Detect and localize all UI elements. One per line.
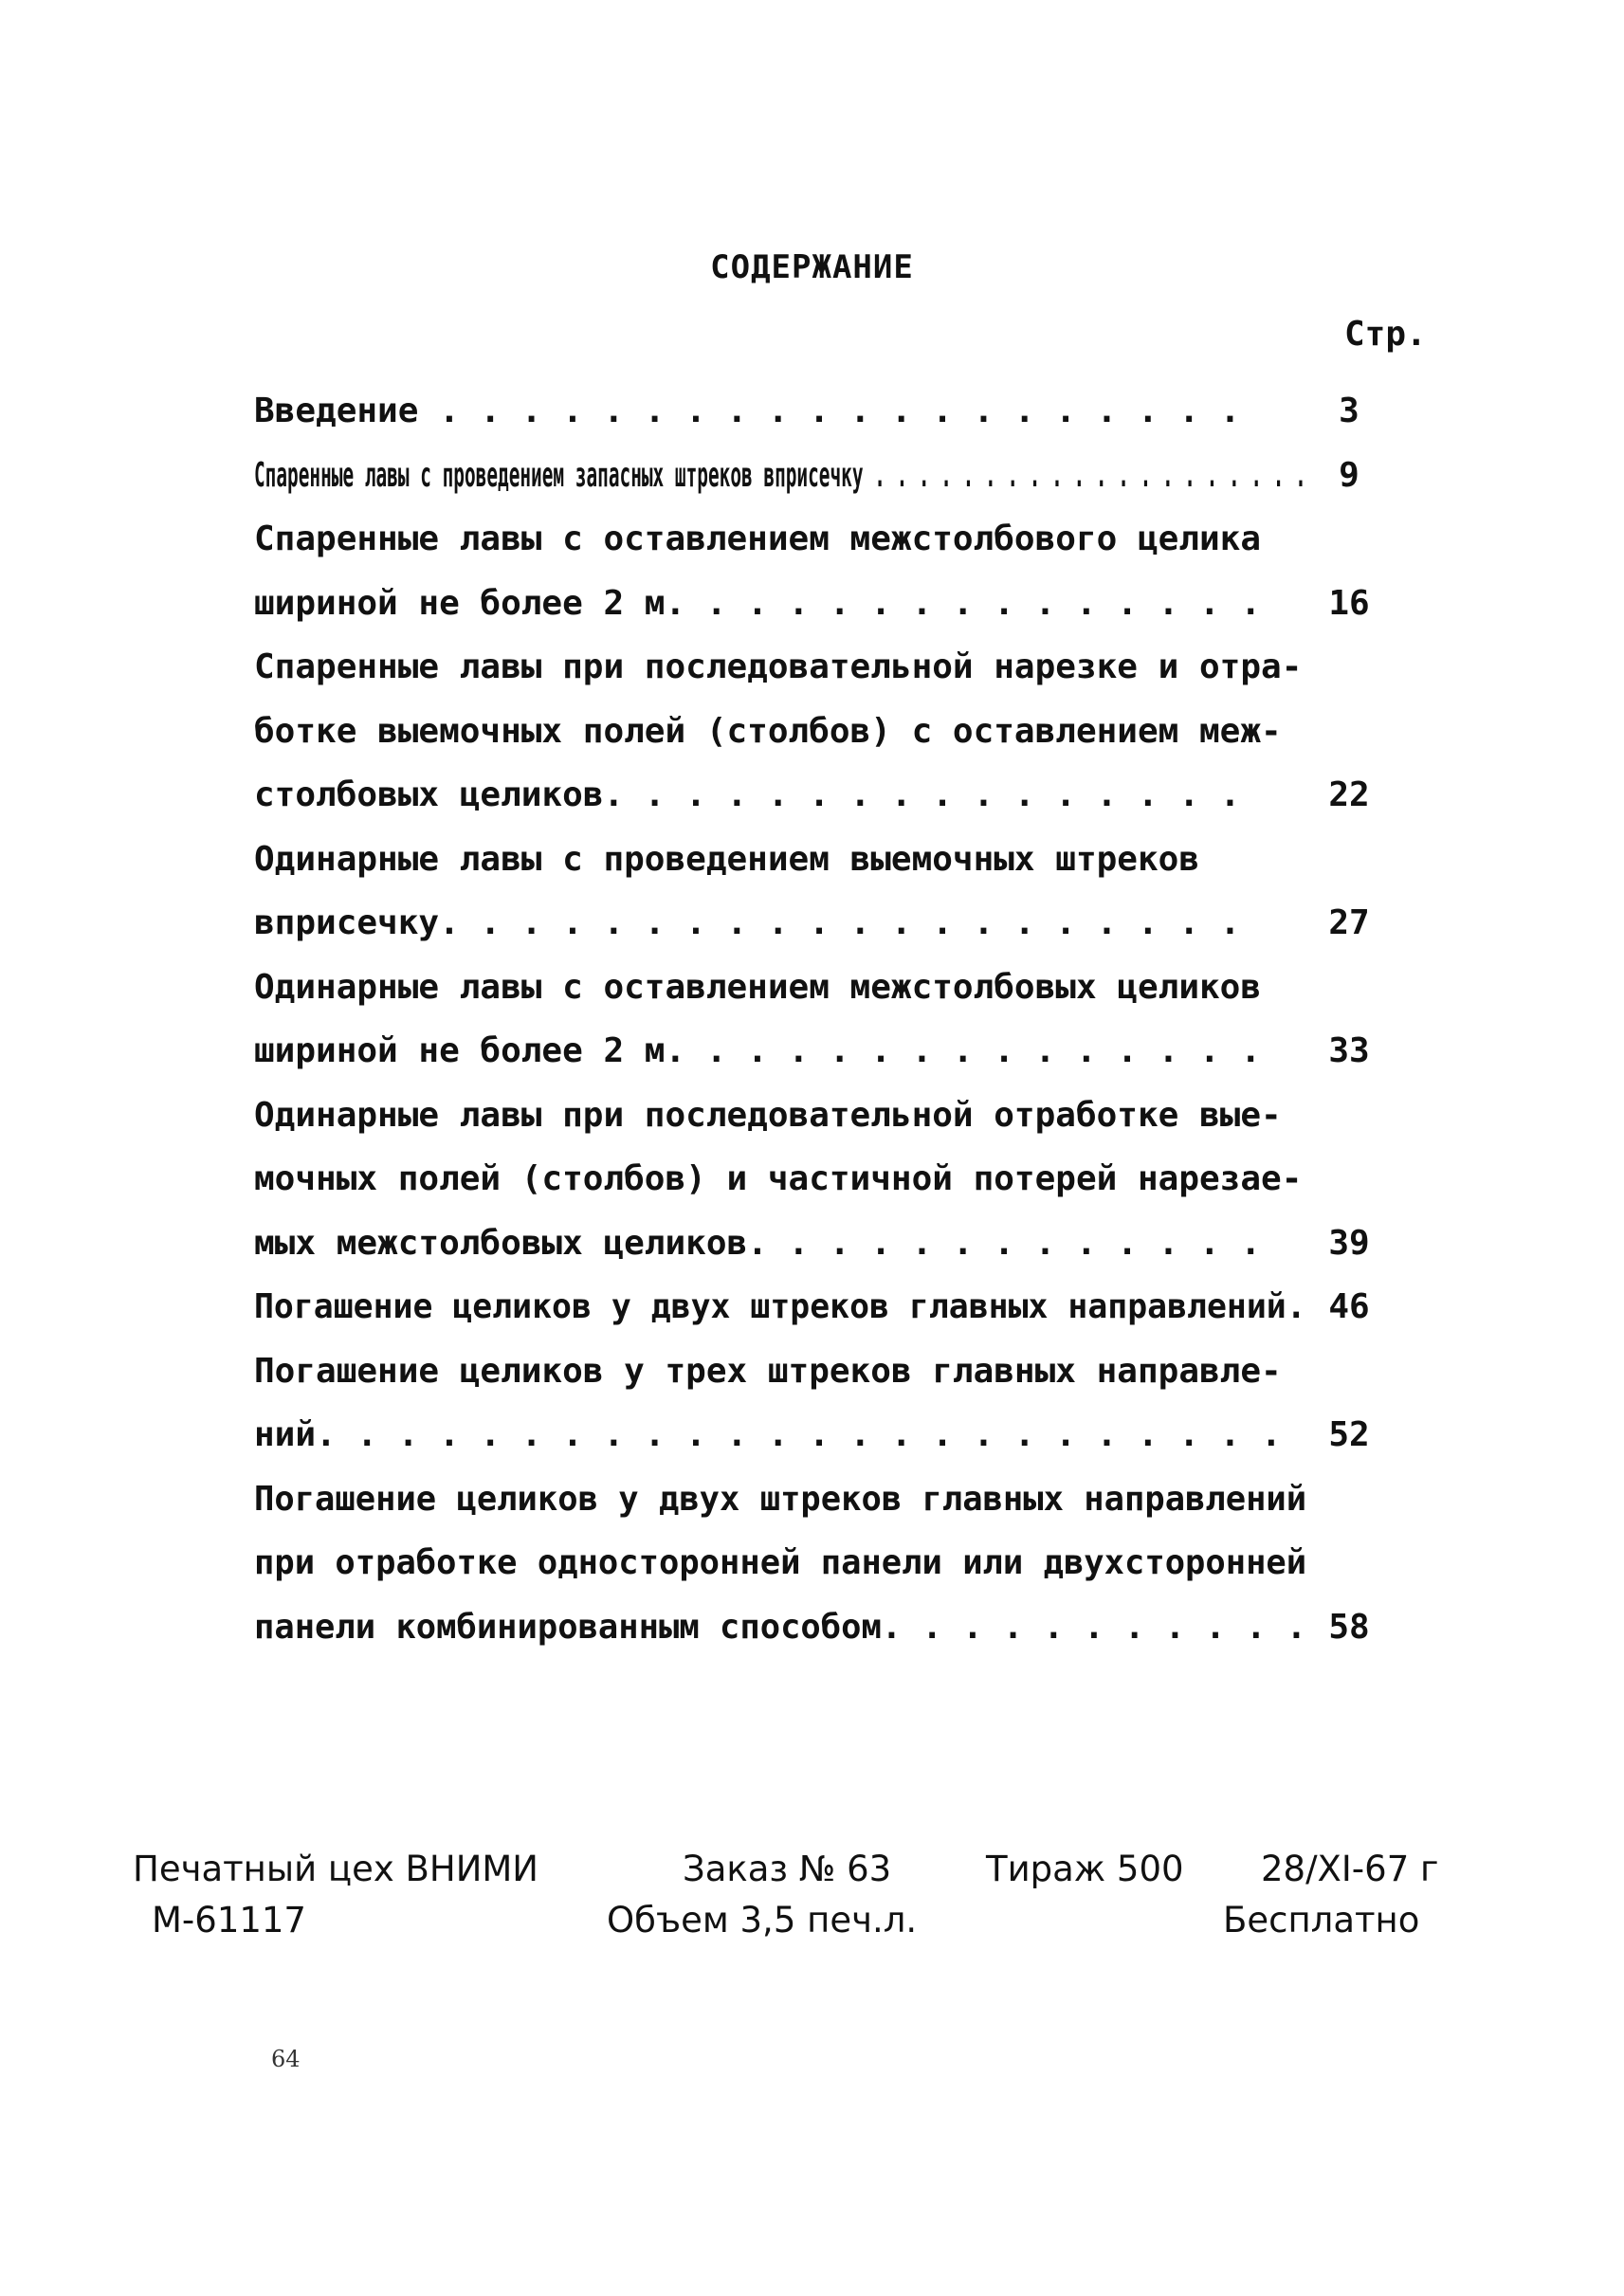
toc-entry-line: при отработке односторонней панели или двухсторонней [254,1543,1307,1582]
toc-entry-page: 9 [1339,455,1359,495]
imprint-date: 28/XI-67 г [1261,1849,1439,1889]
toc-entry [254,1275,1392,1339]
toc-entry-line: шириной не более 2 м. . . . . . . . . . . . . . . [254,583,1262,623]
toc-entry [254,1467,1392,1660]
toc-entry [254,379,1392,444]
toc-entry-line: панели комбинированным способом. . . . . . . . . . . [254,1607,1307,1647]
imprint-order: Заказ № 63 [683,1849,892,1889]
toc-entry-line: мых межстолбовых целиков. . . . . . . . . . . . . [254,1223,1262,1263]
page-title: СОДЕРЖАНИЕ [710,248,914,286]
toc-entry-line: Спаренные лавы при последовательной нарезке и отра- [254,647,1303,686]
toc-entry-line: Одинарные лавы при последовательной отработке вые- [254,1095,1282,1135]
toc-entry-page: 58 [1328,1607,1370,1647]
toc-entry-page: 33 [1328,1031,1370,1070]
toc-entry [254,1084,1392,1276]
toc-entry-line: Погашение целиков у трех штреков главных направле- [254,1351,1282,1391]
toc-entry-line: ний. . . . . . . . . . . . . . . . . . . . . . . . [254,1415,1282,1454]
toc-entry-line: Погашение целиков у двух штреков главных направлений. [254,1287,1306,1326]
toc-entry [254,1339,1392,1467]
toc-entry-line: Введение . . . . . . . . . . . . . . . . . . . . [254,392,1241,430]
toc-entry-line: вприсечку. . . . . . . . . . . . . . . . . . . . [254,903,1241,942]
toc-entry-line: столбовых целиков. . . . . . . . . . . . . . . . [254,775,1241,814]
imprint-code: М-61117 [152,1900,306,1941]
toc-entry-line: мочных полей (столбов) и частичной потерей нарезае- [254,1159,1303,1198]
page-number: 64 [271,2046,301,2072]
imprint-price: Бесплатно [1223,1900,1420,1941]
toc-entry-page: 16 [1328,583,1370,623]
table-of-contents [254,379,1392,1659]
toc-entry-line: ботке выемочных полей (столбов) с оставлением меж- [254,711,1282,751]
toc-entry-page: 52 [1328,1415,1370,1454]
toc-entry [254,828,1392,956]
toc-entry-page: 3 [1339,392,1359,430]
toc-entry-page: 22 [1328,775,1370,814]
imprint-volume: Объем 3,5 печ.л. [607,1900,918,1941]
imprint-shop: Печатный цех ВНИМИ [133,1849,538,1889]
toc-entry [254,507,1392,635]
toc-entry-line: Погашение целиков у двух штреков главных направлений [254,1479,1307,1519]
toc-entry [254,444,1392,508]
page-column-header: Стр. [1344,315,1427,354]
toc-entry-line: Одинарные лавы с проведением выемочных штреков [254,839,1199,879]
toc-entry-page: 39 [1328,1223,1370,1263]
toc-entry-line: Спаренные лавы с оставлением межстолбового целика [254,519,1262,558]
toc-entry-line: шириной не более 2 м. . . . . . . . . . . . . . . [254,1031,1262,1070]
imprint-run: Тираж 500 [986,1849,1184,1889]
toc-entry-page: 27 [1328,903,1370,942]
toc-entry-line: Спаренные лавы с проведением запасных штреков вприсечку . . . . . . . . . . . . . . . . . . . . [254,455,1306,495]
toc-entry-line: Одинарные лавы с оставлением межстолбовых целиков [254,967,1262,1007]
toc-entry [254,635,1392,828]
toc-entry-page: 46 [1328,1287,1370,1326]
toc-entry [254,956,1392,1084]
